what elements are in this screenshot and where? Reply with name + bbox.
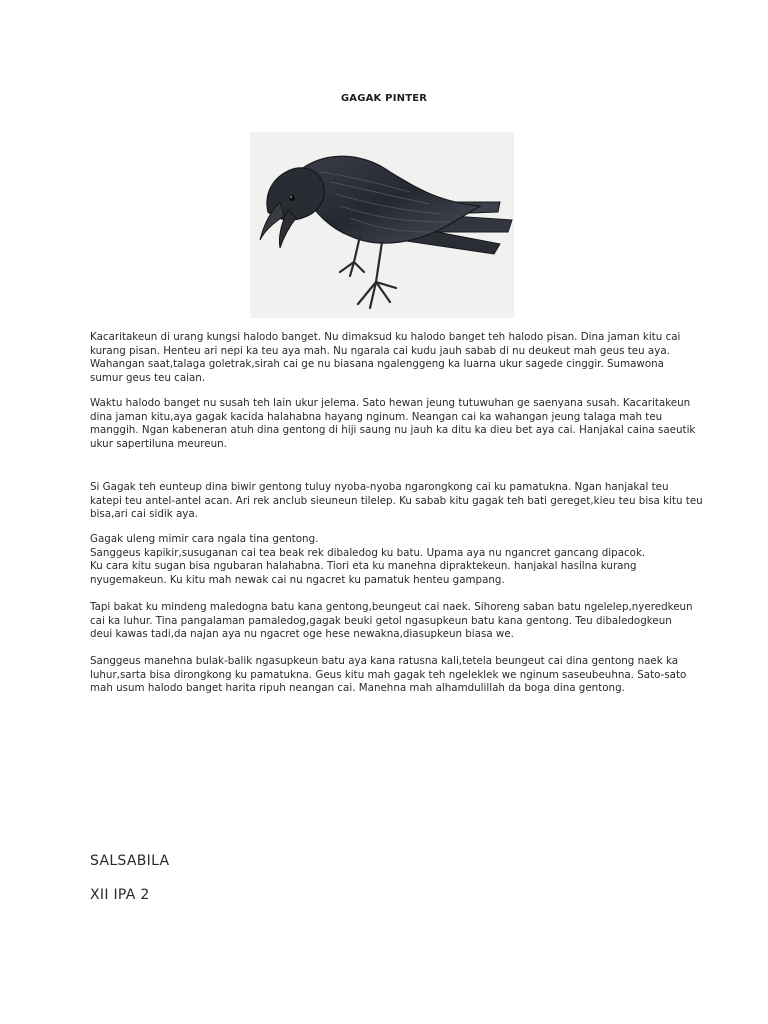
text-line: kurang pisan. Henteu ari nepi ka teu aya mah. Nu ngarala cai kudu jauh sabab di nu deukeut mah geus teu aya. xyxy=(90,344,670,357)
text-line: dina jaman kitu,aya gagak kacida halahabna hayang nginum. Neangan cai ka wahangan jeung talaga mah teu xyxy=(90,410,663,423)
text-line: cai ka luhur. Tina pangalaman pamaledog,gagak beuki getol ngasupkeun batu kana gentong. Teu dibaledogkeun xyxy=(90,614,672,627)
author-class: XII IPA 2 xyxy=(90,887,150,903)
crow-drawing xyxy=(250,132,514,318)
paragraph-6 xyxy=(90,655,690,696)
text-line: katepi teu antel-antel acan. Ari rek anclub sieuneun tilelep. Ku sabab kitu gagak teh bati gereget,kieu teu bisa kitu teu xyxy=(90,494,703,507)
text-line: manggih. Ngan kabeneran atuh dina gentong di hiji saung nu jauh ka ditu ka dieu bet aya cai. Hanjakal caina saeutik xyxy=(90,424,696,436)
document-title: GAGAK PINTER xyxy=(340,93,428,104)
paragraph-3 xyxy=(90,481,703,522)
text-line: ukur sapertiluna meureun. xyxy=(90,437,227,450)
text-line: nyugemakeun. Ku kitu mah newak cai nu ngacret ku pamatuk henteu gampang. xyxy=(90,573,505,586)
text-line: bisa,ari cai sidik aya. xyxy=(90,508,198,520)
text-line: mah usum halodo banget harita ripuh neangan cai. Manehna mah alhamdulillah da boga dina gentong. xyxy=(90,682,625,694)
text-line: luhur,sarta bisa dirongkong ku pamatukna. Geus kitu mah gagak teh ngeleklek we nginum saseubeuhna. Sato-sato xyxy=(90,668,687,681)
text-line: deui kawas tadi,da najan aya nu ngacret oge hese newakna,diasupkeun biasa we. xyxy=(90,628,514,640)
text-line: Sanggeus kapikir,susuganan cai tea beak rek dibaledog ku batu. Upama aya nu ngancret gancang dipacok. xyxy=(90,546,646,559)
text-line: Ku cara kitu sugan bisa ngubaran halahabna. Tiori eta ku manehna dipraktekeun. hanjakal hasilna kurang xyxy=(90,560,637,572)
paragraph-2 xyxy=(90,397,696,451)
text-line: Si Gagak teh eunteup dina biwir gentong tuluy nyoba-nyoba ngarongkong cai ku pamatukna. Ngan hanjakal teu xyxy=(90,481,669,493)
text-line: Wahangan saat,talaga goletrak,sirah cai ge nu biasana ngalenggeng ka luarna ukur sagede cinggir. Sumawona xyxy=(90,358,664,370)
text-line: Kacaritakeun di urang kungsi halodo banget. Nu dimaksud ku halodo banget teh halodo pisan. Dina jaman kitu cai xyxy=(90,331,681,343)
text-line: Waktu halodo banget nu susah teh lain ukur jelema. Sato hewan jeung tutuwuhan ge saenyana susah. Kacaritakeun xyxy=(90,397,691,409)
text-line: sumur geus teu caian. xyxy=(90,371,206,384)
text-line: Gagak uleng mimir cara ngala tina gentong. xyxy=(90,533,319,545)
text-line: Tapi bakat ku mindeng maledogna batu kana gentong,beungeut cai naek. Sihoreng saban batu ngelelep,nyeredkeun xyxy=(90,601,693,613)
paragraph-1 xyxy=(90,331,690,385)
author-name: SALSABILA xyxy=(90,853,170,869)
paragraph-5 xyxy=(90,601,693,642)
paragraph-4 xyxy=(90,533,690,587)
crow-illustration xyxy=(250,132,514,318)
text-line: Sanggeus manehna bulak-balik ngasupkeun batu aya kana ratusna kali,tetela beungeut cai dina gentong naek ka xyxy=(90,655,679,667)
